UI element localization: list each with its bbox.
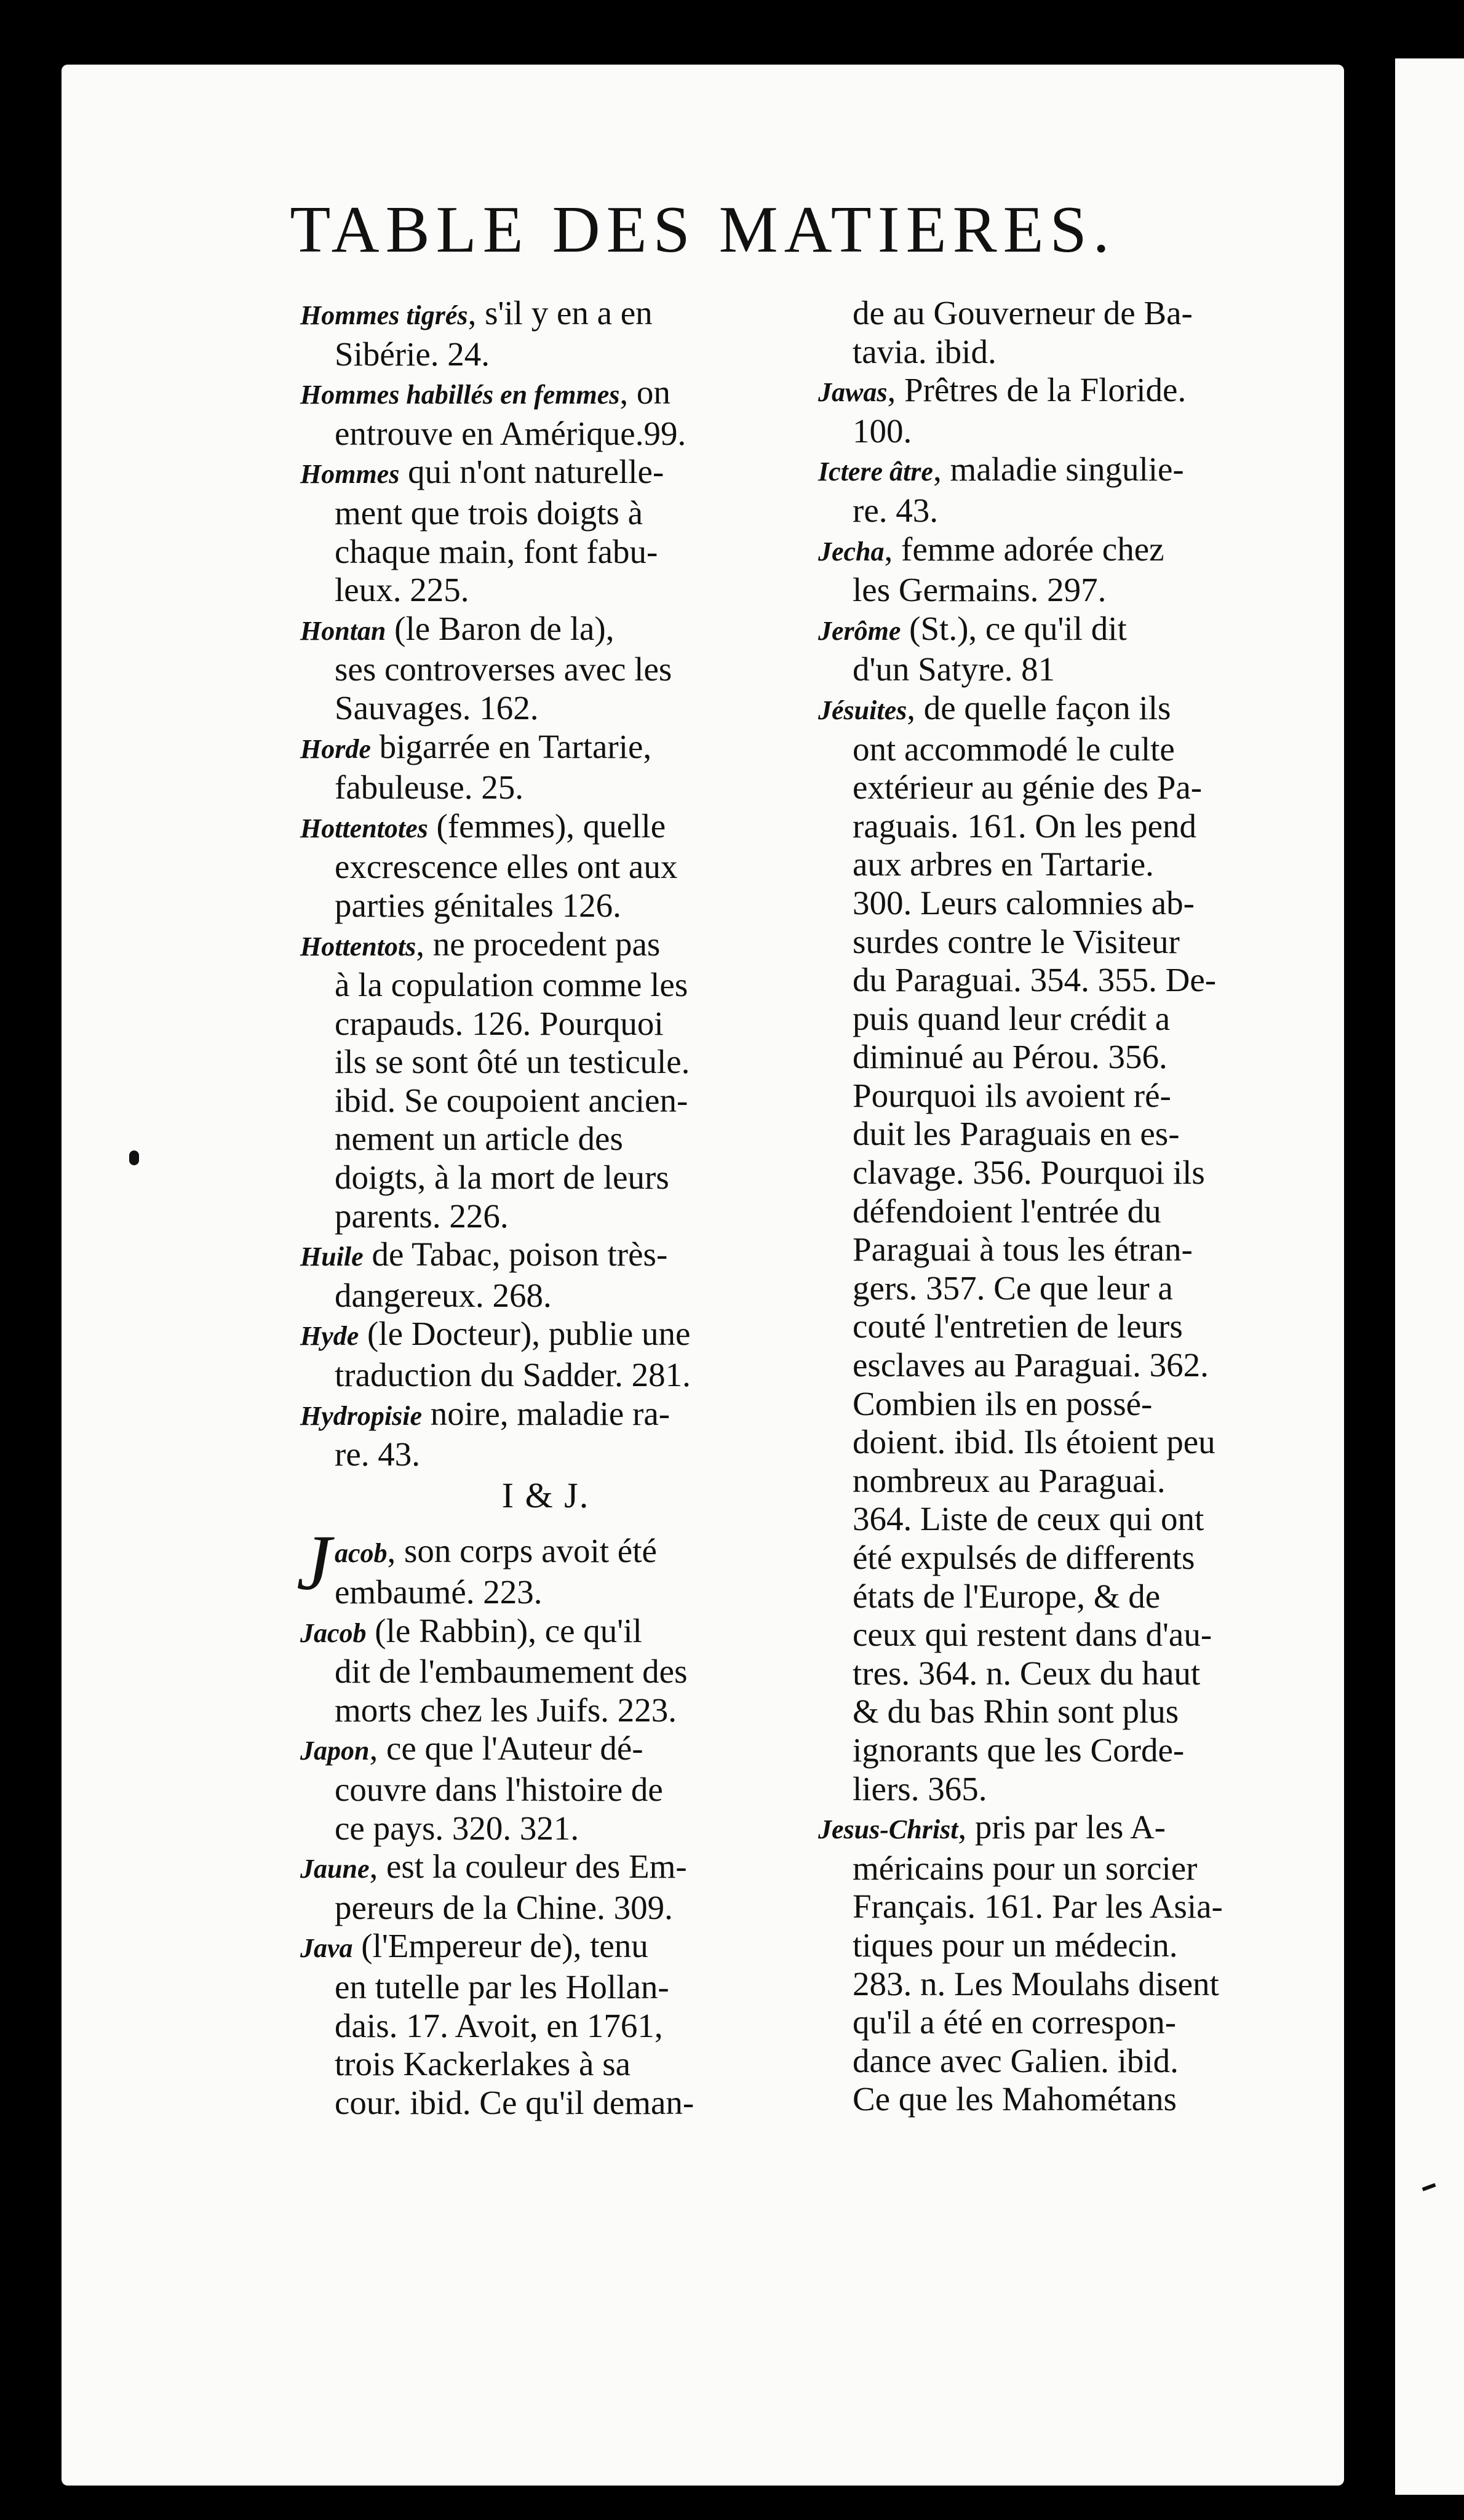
entry-text: , s'il y en a en Sibérie. 24.	[335, 294, 653, 373]
entry-text: , de quelle façon ils ont accommodé le culte extérieur au génie des Pa- raguais. 161. On les pend aux arbres en Tartarie. 300. Leurs calomnies ab- surdes contre le Visiteur du Paraguai. 354. 355. De- puis quand leur crédit a diminué au Pérou. 356. Pourquoi ils avoient ré- duit les Paraguais en es- clavage. 356. Pourquoi ils défendoient l'entrée du Paraguai à tous les étran- gers. 357. Ce que leur a couté l'entretien de leurs esclaves au Paraguai. 362. Combien ils en possé- doient. ibid. Ils étoient peu nombreux au Paraguai. 364. Liste de ceux qui ont été expulsés de differents états de l'Europe, & de ceux qui restent dans d'au- tres. 364. n. Ceux du haut & du bas Rhin sont plus ignorants que les Corde- liers. 365.	[853, 688, 1217, 1808]
entry-text: (l'Empereur de), tenu en tutelle par les Hollan- dais. 17. Avoit, en 1761, trois Kackerlakes à sa cour. ibid. Ce qu'il deman-	[335, 1927, 694, 2121]
index-entry	[818, 371, 1315, 450]
entry-headword: Jecha	[818, 536, 885, 567]
entry-text: (le Rabbin), ce qu'il dit de l'embaumement des morts chez les Juifs. 223.	[335, 1611, 688, 1729]
index-entry	[300, 294, 791, 373]
entry-headword: Hyde	[300, 1321, 359, 1352]
entry-text: noire, maladie ra- re. 43.	[335, 1394, 670, 1473]
index-entry	[818, 450, 1315, 530]
entry-headword: Ictere âtre	[818, 457, 933, 487]
running-title: TABLE DES MATIERES.	[290, 193, 1116, 266]
index-entry	[300, 610, 791, 728]
entry-headword: Jerôme	[818, 615, 901, 646]
entry-headword: Horde	[300, 733, 371, 764]
index-entry	[300, 1848, 791, 1927]
ink-speck	[129, 1150, 139, 1165]
entry-text: , pris par les A- méricains pour un sorcier Français. 161. Par les Asia- tiques pour un médecin. 283. n. Les Moulahs disent qu'il a été en correspon- dance avec Galien. ibid. Ce que les Mahométans	[853, 1808, 1223, 2118]
index-entry	[818, 1808, 1315, 2119]
right-column	[818, 294, 1315, 2119]
entry-text: , femme adorée chez les Germains. 297.	[853, 530, 1164, 609]
entry-headword: Jawas	[818, 377, 888, 408]
entry-headword: Jaune	[300, 1854, 370, 1884]
adjacent-page-edge	[1395, 58, 1464, 2495]
entry-headword: Hommes habillés en femmes	[300, 380, 620, 410]
entry-headword: Hottentotes	[300, 813, 428, 843]
entry-text: de Tabac, poison très- dangereux. 268.	[335, 1235, 668, 1314]
entry-headword: Hommes	[300, 459, 400, 490]
entry-headword: acob	[335, 1538, 388, 1569]
entry-text: (le Docteur), publie une traduction du Sadder. 281.	[335, 1315, 691, 1394]
index-entry	[300, 1395, 791, 1474]
index-entry	[300, 925, 791, 1236]
entry-text: (le Baron de la), ses controverses avec les Sauvages. 162.	[335, 609, 672, 727]
entry-headword: Jesus-Christ	[818, 1814, 958, 1845]
entry-headword: Huile	[300, 1242, 364, 1272]
section-heading: I & J.	[501, 1475, 590, 1515]
index-entry-dropcap	[296, 1519, 791, 1611]
entry-text: , ne procedent pas à la copulation comme les crapauds. 126. Pourquoi ils se sont ôté un testicule. ibid. Se coupoient ancien- nement un article des doigts, à la mort de leurs parents. 226.	[335, 925, 690, 1235]
entry-headword: Hottentots	[300, 931, 416, 962]
index-entry	[300, 453, 791, 609]
entry-headword: Jacob	[300, 1617, 367, 1648]
index-entry	[818, 530, 1315, 610]
entry-text: , est la couleur des Em- pereurs de la Chine. 309.	[335, 1848, 687, 1926]
entry-text: , on entrouve en Amérique.99.	[335, 373, 686, 452]
entry-headword: Jésuites	[818, 695, 907, 725]
entry-text: , ce que l'Auteur dé- couvre dans l'histoire de ce pays. 320. 321.	[335, 1729, 663, 1847]
index-entry	[300, 1235, 791, 1315]
index-entry	[818, 610, 1315, 689]
entry-text: , maladie singulie- re. 43.	[853, 450, 1184, 529]
index-entry	[300, 1315, 791, 1394]
drop-cap-letter: J	[296, 1519, 332, 1607]
entry-headword: Japon	[300, 1736, 370, 1766]
entry-text: , son corps avoit été embaumé. 223.	[335, 1532, 657, 1611]
index-entry	[300, 807, 791, 925]
index-entry	[300, 373, 791, 453]
entry-text: qui n'ont naturelle- ment que trois doigts à chaque main, font fabu- leux. 225.	[335, 453, 664, 609]
index-entry	[300, 1729, 791, 1848]
entry-headword: Hydropisie	[300, 1400, 422, 1431]
entry-headword: Java	[300, 1933, 353, 1964]
entry-headword: Hommes tigrés	[300, 300, 468, 330]
entry-continuation: de au Gouverneur de Ba- tavia. ibid.	[853, 294, 1193, 370]
entry-headword: Hontan	[300, 615, 386, 646]
left-column	[296, 294, 791, 2122]
index-entry	[300, 1927, 791, 2122]
entry-text: , Prêtres de la Floride. 100.	[853, 371, 1187, 450]
index-entry	[818, 689, 1315, 1808]
entry-text: (femmes), quelle excrescence elles ont aux parties génitales 126.	[335, 807, 678, 924]
index-entry	[300, 728, 791, 807]
index-entry	[300, 1612, 791, 1730]
entry-text: bigarrée en Tartarie, fabuleuse. 25.	[335, 727, 652, 807]
entry-text: (St.), ce qu'il dit d'un Satyre. 81	[853, 609, 1127, 688]
